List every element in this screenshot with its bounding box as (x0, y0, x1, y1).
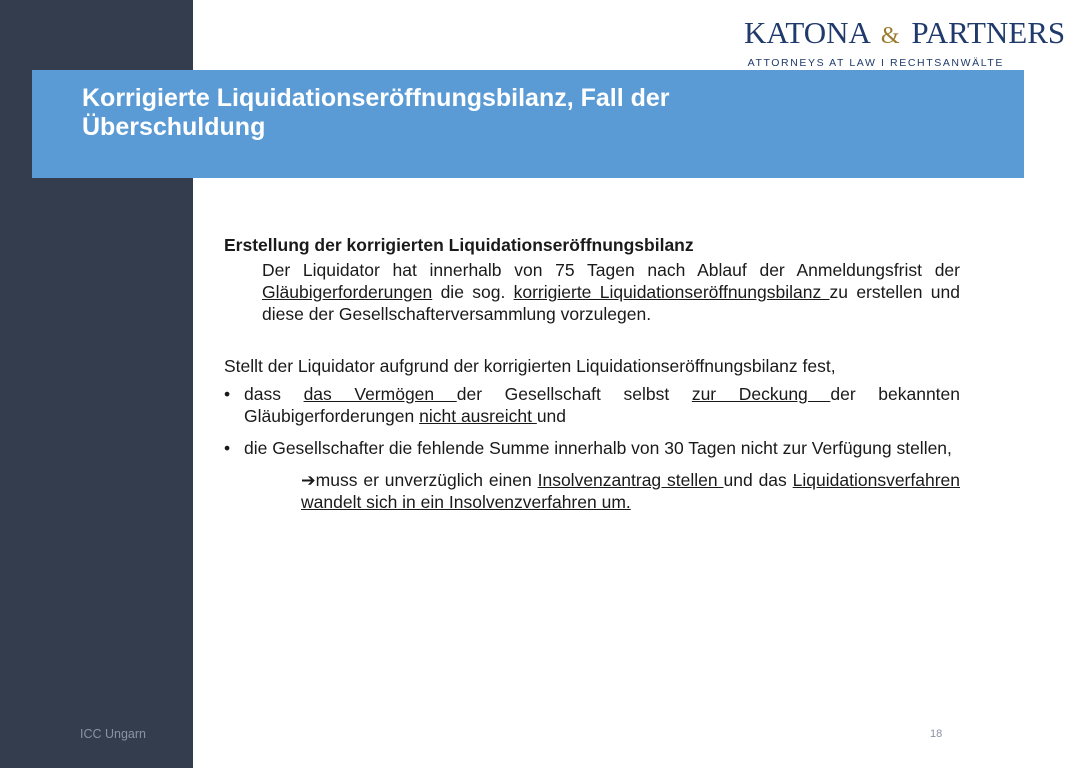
bullet1-underline-1: das Vermögen (303, 384, 457, 404)
logo-name-left: KATONA (744, 15, 870, 50)
bullet-marker: • (224, 438, 231, 458)
conclusion-text-1: muss er unverzüglich einen (315, 470, 538, 490)
section-heading: Erstellung der korrigierten Liquidationseröffnungsbilanz (224, 235, 694, 255)
bullet1-text-3: der bekannten Gläubigerforderungen (244, 384, 960, 426)
logo-ampersand: & (880, 23, 900, 49)
list-item (224, 437, 960, 459)
slide-content (224, 234, 960, 513)
intro-text-3: zu erstellen und diese der Gesellschafterversammlung vorzulegen. (262, 282, 960, 324)
logo-name-right: PARTNERS (911, 15, 1065, 50)
slide-title: Korrigierte Liquidationseröffnungsbilanz, Fall der Überschuldung (82, 84, 670, 141)
conclusion-underline-1: Insolvenzantrag stellen (537, 470, 724, 490)
conclusion-underline-2: Liquidationsverfahren wandelt sich in ein Insolvenzverfahren um. (301, 470, 961, 512)
conclusion-text-2: und das (723, 470, 793, 490)
company-logo (744, 15, 1065, 69)
bullet1-underline-3: nicht ausreicht (419, 406, 537, 426)
logo-wordmark (744, 15, 1065, 53)
logo-tagline: ATTORNEYS AT LAW I RECHTSANWÄLTE (747, 57, 1004, 69)
bullet2-text: die Gesellschafter die fehlende Summe innerhalb von 30 Tagen nicht zur Verfügung stellen, (244, 438, 952, 458)
intro-text-1: Der Liquidator hat innerhalb von 75 Tagen nach Ablauf der Anmeldungsfrist der (262, 260, 960, 280)
bullet1-text-4: und (536, 406, 567, 426)
conclusion-paragraph (224, 469, 960, 513)
lead-paragraph: Stellt der Liquidator aufgrund der korrigierten Liquidationseröffnungsbilanz fest, (224, 356, 836, 376)
intro-underline-1: Gläubigerforderungen (262, 282, 433, 302)
intro-paragraph (224, 259, 960, 325)
bullet1-text-1: dass (244, 384, 304, 404)
title-band (32, 70, 1024, 178)
intro-underline-2: korrigierte Liquidationseröffnungsbilanz (513, 282, 830, 302)
list-item (224, 383, 960, 427)
bullet1-underline-2: zur Deckung (691, 384, 831, 404)
arrow-right-icon: ➔ (301, 470, 316, 490)
intro-text-2: die sog. (432, 282, 514, 302)
bullet1-text-2: der Gesellschaft selbst (456, 384, 692, 404)
condition-list (224, 383, 960, 459)
footer-label: ICC Ungarn (80, 727, 146, 741)
bullet-marker: • (224, 384, 231, 404)
page-number: 18 (930, 728, 943, 740)
